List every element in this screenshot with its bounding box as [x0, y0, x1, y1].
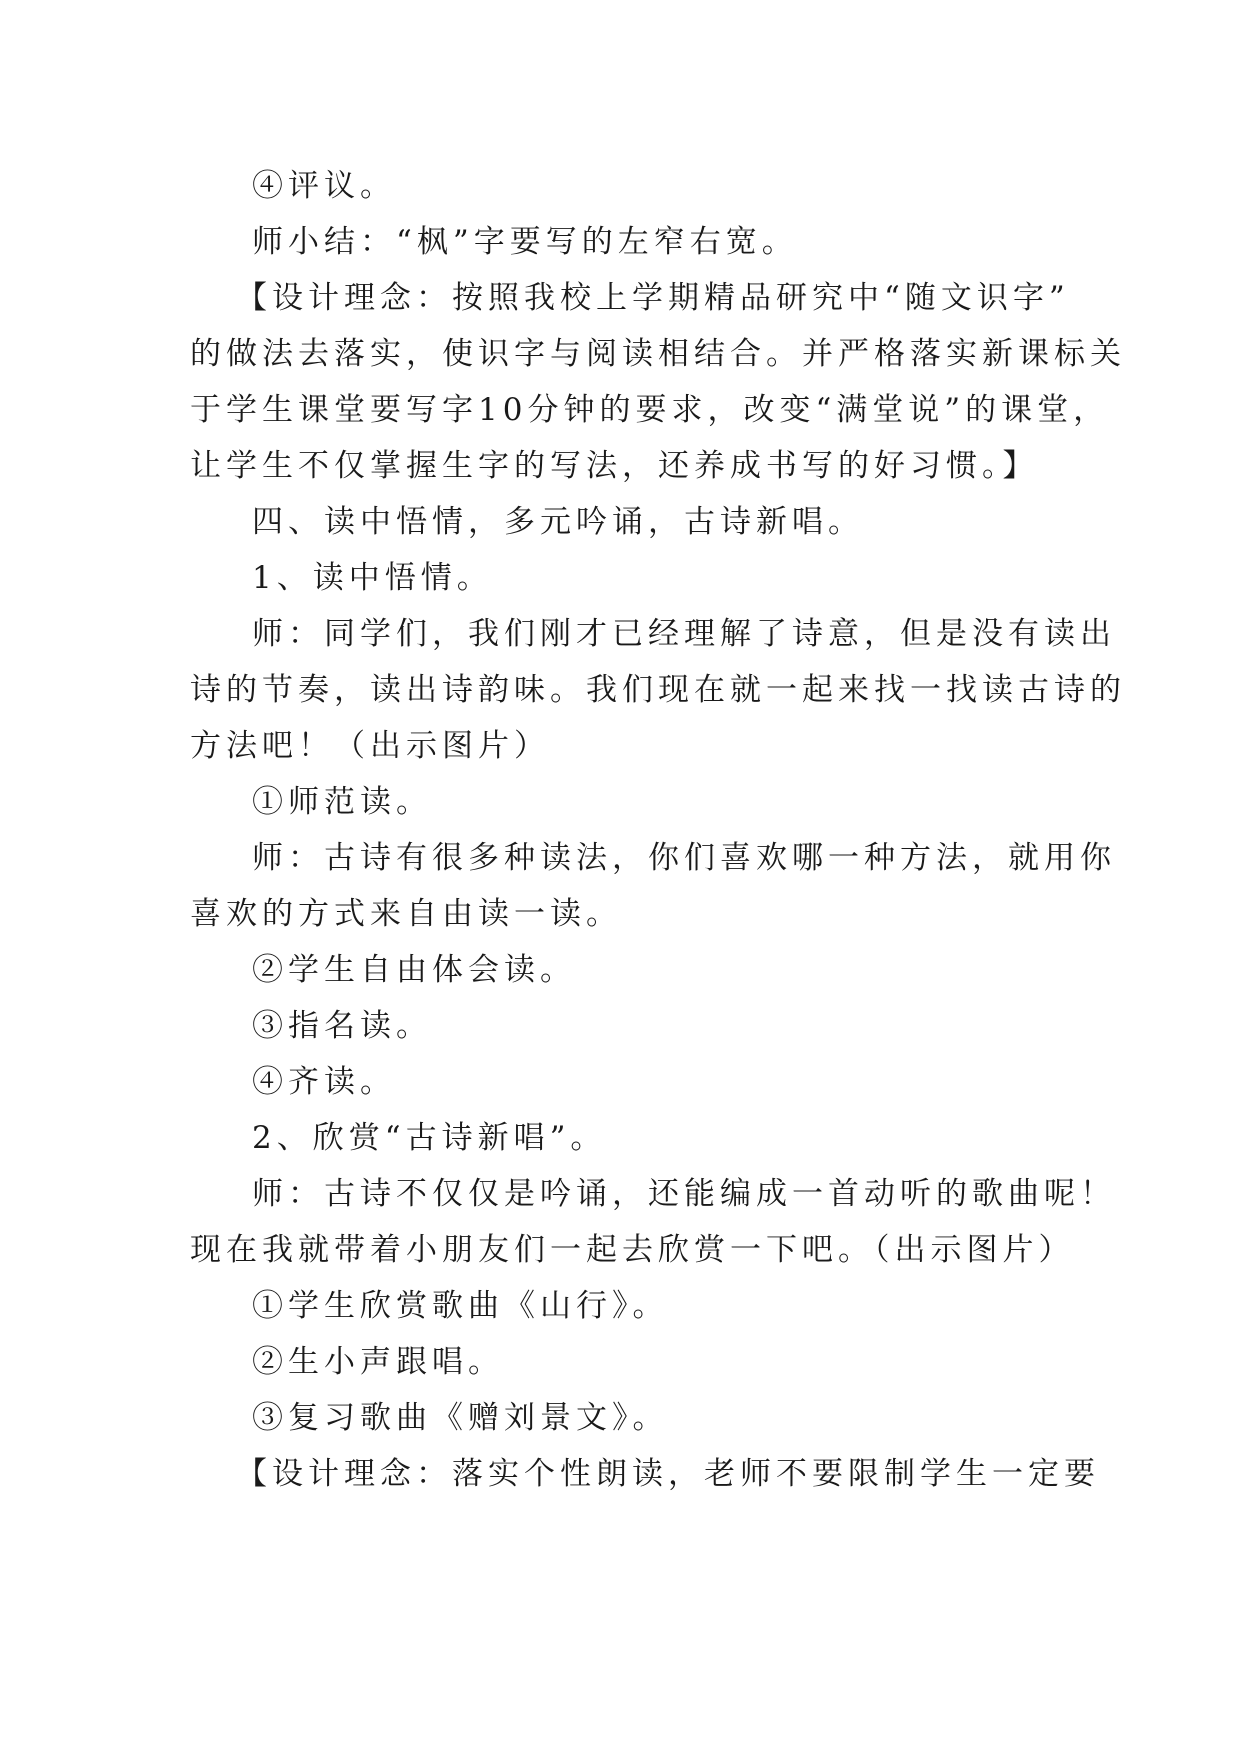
design-note-start: 【设计理念：落实个性朗读，老师不要限制学生一定要 — [236, 1456, 1100, 1492]
text-line: ④齐读。 — [252, 1064, 396, 1100]
text-line: 师：古诗不仅仅是吟诵，还能编成一首动听的歌曲呢！ — [252, 1176, 1116, 1212]
text-line: 现在我就带着小朋友们一起去欣赏一下吧。（出示图片） — [190, 1232, 1075, 1268]
text-line: ②学生自由体会读。 — [252, 952, 576, 988]
text-line: 让学生不仅掌握生字的写法，还养成书写的好习惯。】 — [190, 448, 1039, 484]
section-heading: 四、读中悟情，多元吟诵，古诗新唱。 — [252, 504, 864, 540]
text-line: ④评议。 — [252, 168, 396, 204]
subsection-heading: 2、欣赏“古诗新唱”。 — [252, 1120, 607, 1156]
text-line: 于学生课堂要写字10分钟的要求，改变“满堂说”的课堂， — [190, 392, 1110, 428]
text-line: ②生小声跟唱。 — [252, 1344, 504, 1380]
text-line: ③复习歌曲《赠刘景文》。 — [252, 1400, 669, 1436]
text-line: ①师范读。 — [252, 784, 432, 820]
design-note-start: 【设计理念：按照我校上学期精品研究中“随文识字” — [236, 280, 1070, 316]
text-line: 方法吧！（出示图片） — [190, 728, 550, 764]
text-line: 的做法去落实，使识字与阅读相结合。并严格落实新课标关 — [190, 336, 1126, 372]
subsection-heading: 1、读中悟情。 — [252, 560, 493, 596]
text-line: 喜欢的方式来自由读一读。 — [190, 896, 622, 932]
text-line: ③指名读。 — [252, 1008, 432, 1044]
text-line: ①学生欣赏歌曲《山行》。 — [252, 1288, 669, 1324]
text-line: 师小结：“枫”字要写的左窄右宽。 — [252, 224, 798, 260]
text-line: 诗的节奏，读出诗韵味。我们现在就一起来找一找读古诗的 — [190, 672, 1126, 708]
text-line: 师：古诗有很多种读法，你们喜欢哪一种方法，就用你 — [252, 840, 1116, 876]
text-line: 师：同学们，我们刚才已经理解了诗意，但是没有读出 — [252, 616, 1116, 652]
